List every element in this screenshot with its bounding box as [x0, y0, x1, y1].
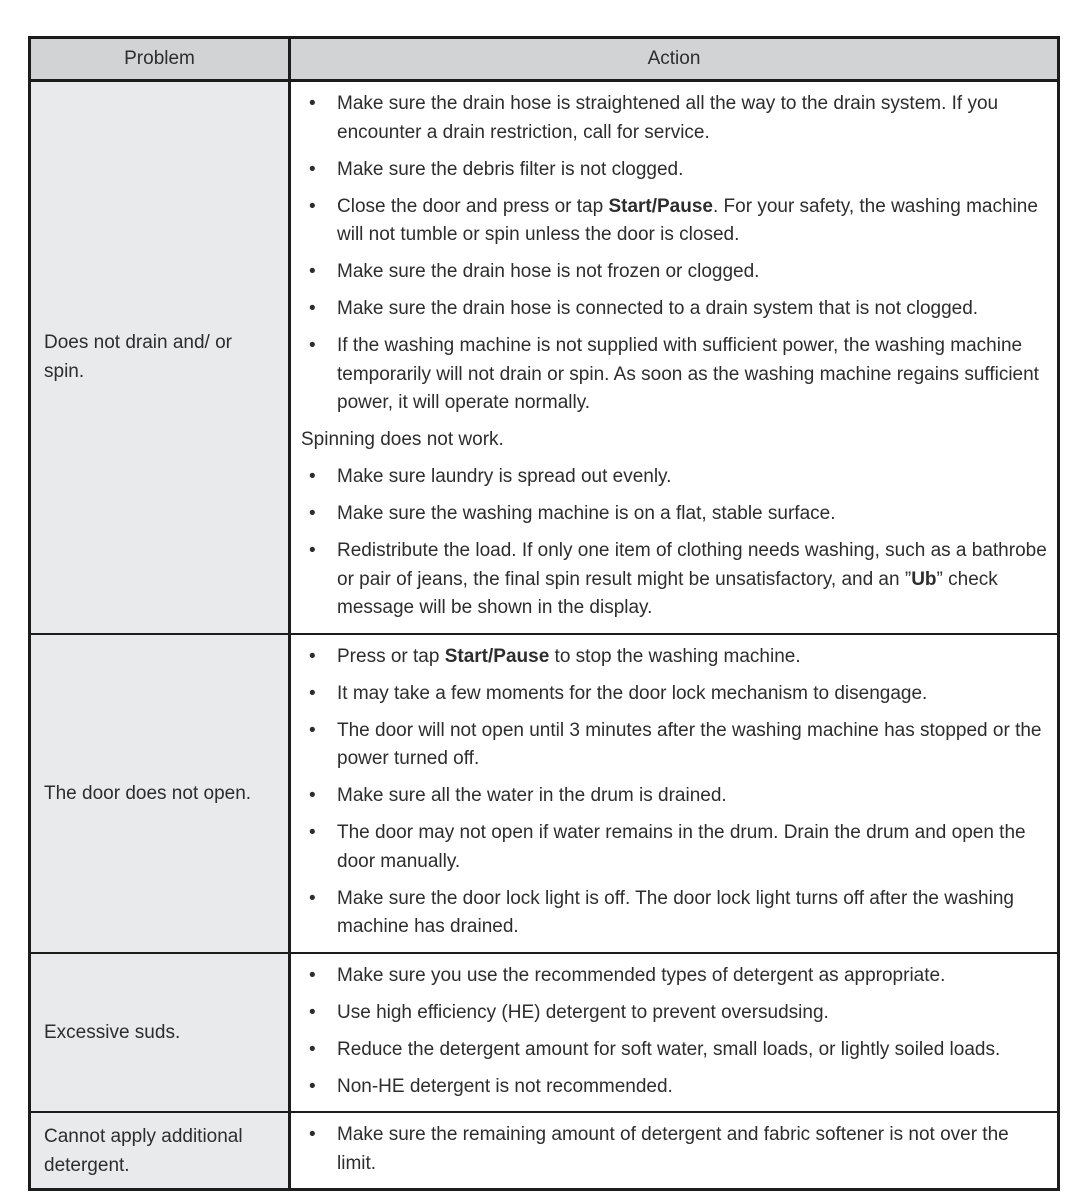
problem-text: Does not drain and/ or spin. [44, 332, 233, 383]
bullet-icon: • [309, 645, 316, 667]
bullet-icon: • [309, 1124, 316, 1145]
bullet-icon: • [309, 298, 316, 319]
action-text: Make sure the washing machine is on a flat, stable surface. [337, 503, 836, 524]
column-header-action: Action [290, 38, 1059, 81]
problem-cell [30, 1112, 290, 1190]
action-bullet-item [301, 717, 1047, 774]
bullet-icon: • [309, 964, 316, 986]
bullet-icon: • [309, 93, 316, 114]
action-text: Press or tap Start/Pause to stop the washing machine. [337, 645, 801, 667]
bullet-icon: • [309, 822, 316, 843]
bullet-icon: • [309, 503, 316, 524]
action-bullet-item [301, 193, 1047, 250]
action-bullet-item [301, 332, 1047, 418]
bullet-icon: • [309, 335, 316, 356]
table-row [30, 634, 1059, 953]
table-row [30, 1112, 1059, 1190]
bullet-icon: • [309, 261, 316, 282]
action-text: The door may not open if water remains in the drum. Drain the drum and open the door manually. [337, 822, 1026, 872]
bullet-icon: • [309, 1001, 316, 1023]
problem-cell [30, 634, 290, 953]
action-bullet-item [301, 1121, 1047, 1178]
bullet-icon: • [309, 1075, 316, 1097]
troubleshooting-table [28, 36, 1060, 1191]
action-text: Non-HE detergent is not recommended. [337, 1075, 673, 1097]
bullet-icon: • [309, 158, 316, 180]
action-text: Make sure the drain hose is straightened all the way to the drain system. If you encounter a drain restriction, call for service. [337, 93, 999, 143]
action-bullet-item [301, 1073, 1047, 1102]
action-cell [290, 953, 1059, 1113]
action-bullet-item [301, 999, 1047, 1028]
table-row [30, 953, 1059, 1113]
bullet-icon: • [309, 1038, 316, 1060]
action-text: Make sure all the water in the drum is drained. [337, 785, 727, 806]
action-text: If the washing machine is not supplied with sufficient power, the washing machine temporarily will not drain or spin. As soon as the washing machine regains sufficient power, it will operate normally. [337, 335, 1039, 413]
problem-text: Cannot apply additional detergent. [44, 1125, 243, 1176]
action-bullet-item [301, 1036, 1047, 1065]
action-text: Make sure you use the recommended types of detergent as appropriate. [337, 964, 946, 986]
action-text: Reduce the detergent amount for soft water, small loads, or lightly soiled loads. [337, 1038, 1001, 1060]
action-cell [290, 634, 1059, 953]
action-text: The door will not open until 3 minutes after the washing machine has stopped or the power turned off. [337, 719, 1042, 769]
problem-cell [30, 81, 290, 634]
action-bullet-item [301, 463, 1047, 492]
bullet-icon: • [309, 195, 316, 217]
action-text: Redistribute the load. If only one item of clothing needs washing, such as a bathrobe or pair of jeans, the final spin result might be unsatisfactory, and an ”Ub” check message will be shown in the display. [337, 540, 1047, 618]
action-bullet-item [301, 643, 1047, 672]
bullet-icon: • [309, 540, 316, 561]
action-text: Make sure the drain hose is connected to a drain system that is not clogged. [337, 298, 979, 319]
action-bullet-item [301, 258, 1047, 287]
action-list [301, 643, 1047, 942]
bullet-icon: • [309, 682, 316, 704]
bullet-icon: • [309, 719, 316, 741]
bullet-icon: • [309, 466, 316, 487]
action-bullet-item [301, 885, 1047, 942]
action-text: Make sure the door lock light is off. The door lock light turns off after the washing machine has drained. [337, 887, 1014, 937]
action-bullet-item [301, 537, 1047, 623]
action-text: Make sure the remaining amount of detergent and fabric softener is not over the limit. [337, 1124, 1009, 1174]
bullet-icon: • [309, 785, 316, 806]
action-list [301, 962, 1047, 1102]
action-bullet-item [301, 156, 1047, 185]
action-text: Close the door and press or tap Start/Pause. For your safety, the washing machine will not tumble or spin unless the door is closed. [337, 195, 1038, 245]
action-bullet-item [301, 782, 1047, 811]
problem-text: Excessive suds. [44, 1021, 181, 1043]
table-row [30, 81, 1059, 634]
action-cell [290, 1112, 1059, 1190]
action-bullet-item [301, 680, 1047, 709]
action-list [301, 1121, 1047, 1178]
action-text: Make sure the debris filter is not clogged. [337, 158, 684, 180]
action-text: Make sure laundry is spread out evenly. [337, 466, 672, 487]
column-header-problem: Problem [30, 38, 290, 81]
table-header-row [30, 38, 1059, 81]
bullet-icon: • [309, 887, 316, 909]
problem-text: The door does not open. [44, 782, 252, 804]
action-bullet-item [301, 500, 1047, 529]
action-text: Use high efficiency (HE) detergent to prevent oversudsing. [337, 1001, 829, 1023]
action-bullet-item [301, 295, 1047, 324]
action-text: Make sure the drain hose is not frozen or clogged. [337, 261, 760, 282]
action-cell [290, 81, 1059, 634]
action-text: Spinning does not work. [301, 429, 504, 450]
action-bullet-item [301, 962, 1047, 991]
action-list [301, 90, 1047, 623]
problem-cell [30, 953, 290, 1113]
action-text: It may take a few moments for the door lock mechanism to disengage. [337, 682, 928, 704]
action-bullet-item [301, 819, 1047, 876]
action-bullet-item [301, 90, 1047, 147]
action-plain-line [301, 426, 1047, 455]
